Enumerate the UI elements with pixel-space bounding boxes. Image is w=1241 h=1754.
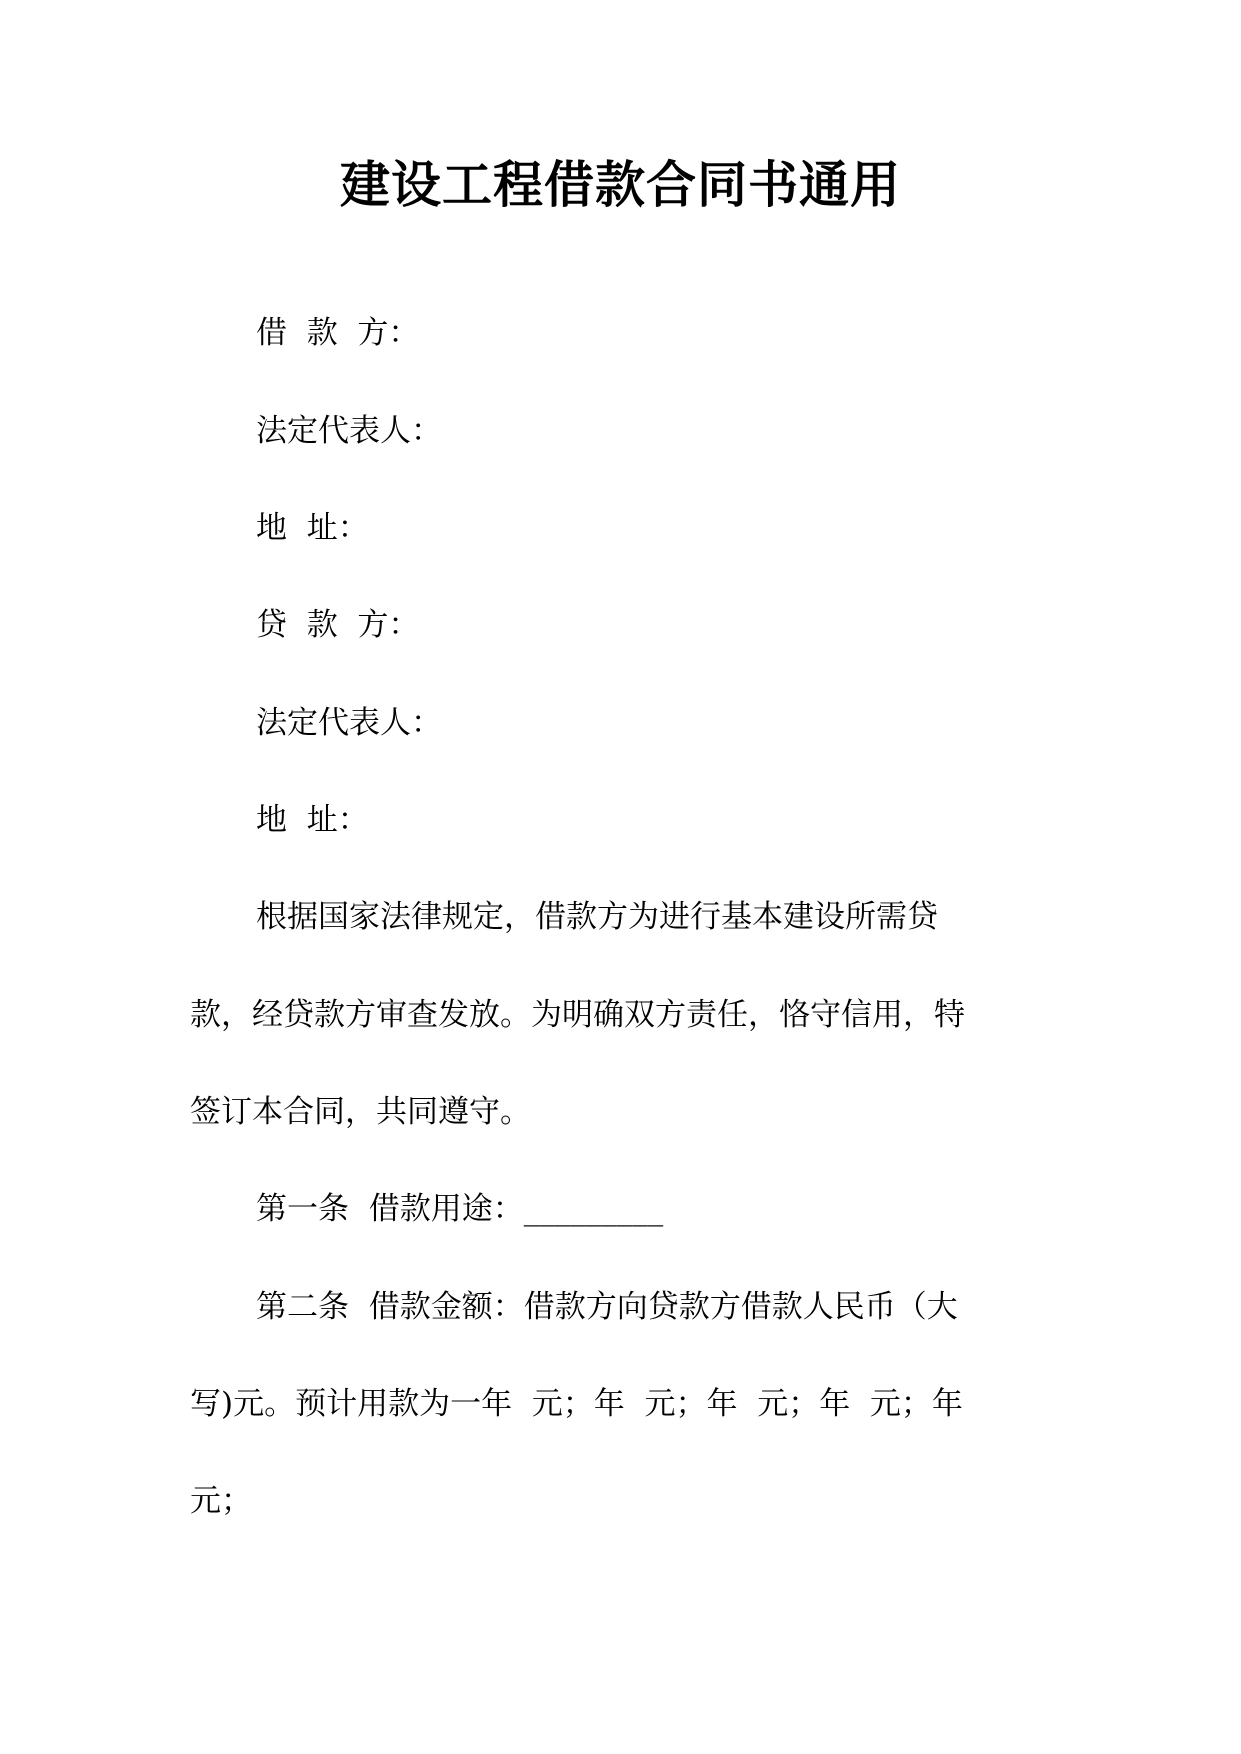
- article-1-loan-purpose: 第一条 借款用途：_________: [256, 1191, 664, 1227]
- article-2-line: 元；: [190, 1483, 252, 1519]
- borrower-address-field: 地 址：: [256, 510, 369, 546]
- preamble-line: 根据国家法律规定，借款方为进行基本建设所需贷: [256, 899, 938, 935]
- preamble-line: 签订本合同，共同遵守。: [190, 1094, 531, 1130]
- lender-field: 贷 款 方：: [256, 607, 420, 643]
- borrower-representative-field: 法定代表人：: [256, 413, 442, 449]
- article-2-line: 写)元。预计用款为一年 元；年 元；年 元；年 元；年: [190, 1386, 963, 1422]
- borrower-field: 借 款 方：: [256, 315, 420, 351]
- lender-representative-field: 法定代表人：: [256, 705, 442, 741]
- document-title: 建设工程借款合同书通用: [340, 156, 901, 214]
- article-2-line: 第二条 借款金额：借款方向贷款方借款人民币（大: [256, 1289, 958, 1325]
- lender-address-field: 地 址：: [256, 802, 369, 838]
- preamble-line: 款，经贷款方审查发放。为明确双方责任，恪守信用，特: [190, 997, 965, 1033]
